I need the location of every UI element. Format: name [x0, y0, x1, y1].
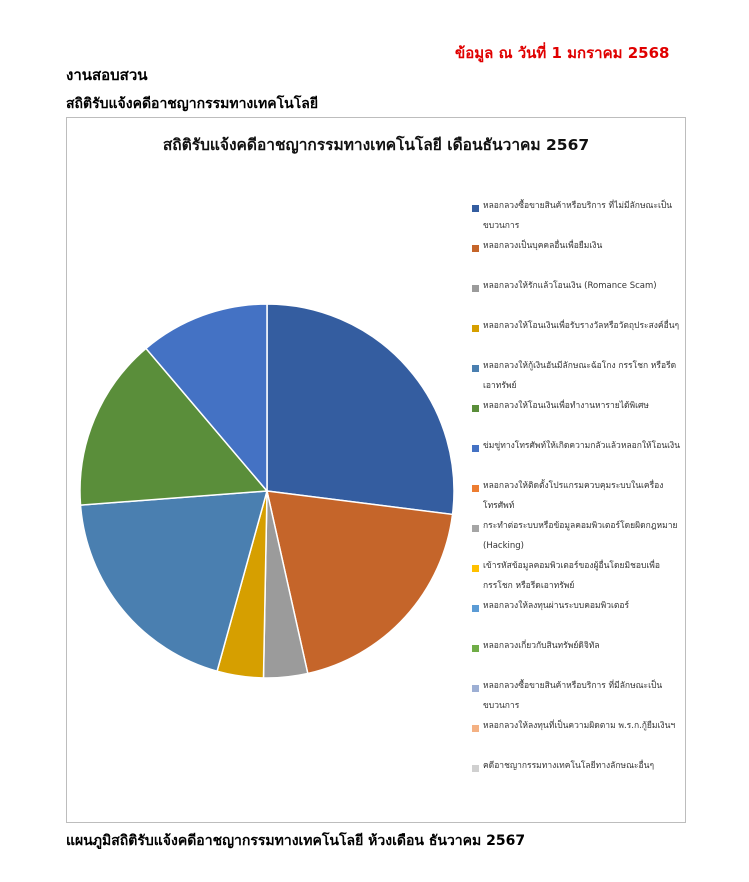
legend-label: ข่มขู่ทางโทรศัพท์ให้เกิดความกลัวแล้วหลอกให้โอนเงิน — [483, 441, 680, 451]
legend-swatch — [472, 485, 479, 492]
legend-swatch — [472, 445, 479, 452]
chart-title: สถิติรับแจ้งคดีอาชญากรรมทางเทคโนโลยี เดือนธันวาคม 2567 — [162, 136, 590, 154]
legend-swatch — [472, 765, 479, 772]
legend-item — [472, 522, 680, 556]
legend-label: หลอกลวงให้ติดตั้งโปรแกรมควบคุมระบบในเครื่องโทรศัพท์ — [483, 481, 664, 511]
legend-item — [472, 562, 680, 596]
legend-swatch — [472, 645, 479, 652]
legend-swatch — [472, 205, 479, 212]
legend-item — [472, 402, 680, 416]
legend-label: เข้ารหัสข้อมูลคอมพิวเตอร์ของผู้อื่นโดยมิชอบเพื่อกรรโชก หรือรีดเอาทรัพย์ — [483, 561, 660, 591]
legend-item — [472, 202, 680, 236]
legend-item — [472, 282, 680, 296]
legend-label: หลอกลวงซื้อขายสินค้าหรือบริการ ที่ไม่มีลักษณะเป็นขบวนการ — [483, 201, 673, 231]
legend-label: หลอกลวงเป็นบุคคลอื่นเพื่อยืมเงิน — [483, 241, 603, 251]
chart-area — [66, 117, 686, 823]
legend-label: หลอกลวงให้โอนเงินเพื่อทำงานหารายได้พิเศษ — [483, 401, 650, 411]
legend-item — [472, 642, 680, 656]
legend-swatch — [472, 325, 479, 332]
legend-label: หลอกลวงให้รักแล้วโอนเงิน (Romance Scam) — [483, 281, 657, 291]
pie-slice-1 — [267, 304, 454, 514]
legend-swatch — [472, 605, 479, 612]
legend-label: หลอกลวงให้กู้เงินอันมีลักษณะฉ้อโกง กรรโชก หรือรีดเอาทรัพย์ — [483, 361, 677, 391]
legend-swatch — [472, 525, 479, 532]
legend-label: หลอกลวงให้ลงทุนที่เป็นความผิดตาม พ.ร.ก.กู้ยืมเงินฯ — [483, 721, 676, 731]
legend-swatch — [472, 685, 479, 692]
legend-item — [472, 682, 680, 716]
legend-label: หลอกลวงให้โอนเงินเพื่อรับรางวัลหรือวัตถุประสงค์อื่นๆ — [483, 321, 680, 331]
section-title: งานสอบสวน — [66, 66, 148, 84]
legend-item — [472, 482, 680, 516]
legend-label: หลอกลวงซื้อขายสินค้าหรือบริการ ที่มีลักษณะเป็นขบวนการ — [483, 681, 663, 711]
legend-label: หลอกลวงให้ลงทุนผ่านระบบคอมพิวเตอร์ — [483, 601, 630, 611]
legend-item — [472, 602, 680, 616]
legend-label: คดีอาชญากรรมทางเทคโนโลยีทางลักษณะอื่นๆ — [483, 761, 655, 771]
legend-label: หลอกลวงเกี่ยวกับสินทรัพย์ดิจิทัล — [483, 641, 600, 651]
legend-item — [472, 322, 680, 336]
legend-item — [472, 762, 680, 776]
legend-swatch — [472, 725, 479, 732]
legend-swatch — [472, 245, 479, 252]
legend-item — [472, 722, 680, 736]
legend-swatch — [472, 565, 479, 572]
legend-swatch — [472, 405, 479, 412]
legend-item — [472, 442, 680, 456]
data-as-of-date: ข้อมูล ณ วันที่ 1 มกราคม 2568 — [455, 44, 670, 62]
section-subtitle: สถิติรับแจ้งคดีอาชญากรรมทางเทคโนโลยี — [66, 96, 319, 112]
legend-label: กระทำต่อระบบหรือข้อมูลคอมพิวเตอร์โดยผิดกฎหมาย (Hacking) — [483, 521, 678, 551]
legend-item — [472, 242, 680, 256]
legend-item — [472, 362, 680, 396]
chart-caption: แผนภูมิสถิติรับแจ้งคดีอาชญากรรมทางเทคโนโลยี ห้วงเดือน ธันวาคม 2567 — [66, 833, 526, 849]
legend-swatch — [472, 285, 479, 292]
legend-swatch — [472, 365, 479, 372]
